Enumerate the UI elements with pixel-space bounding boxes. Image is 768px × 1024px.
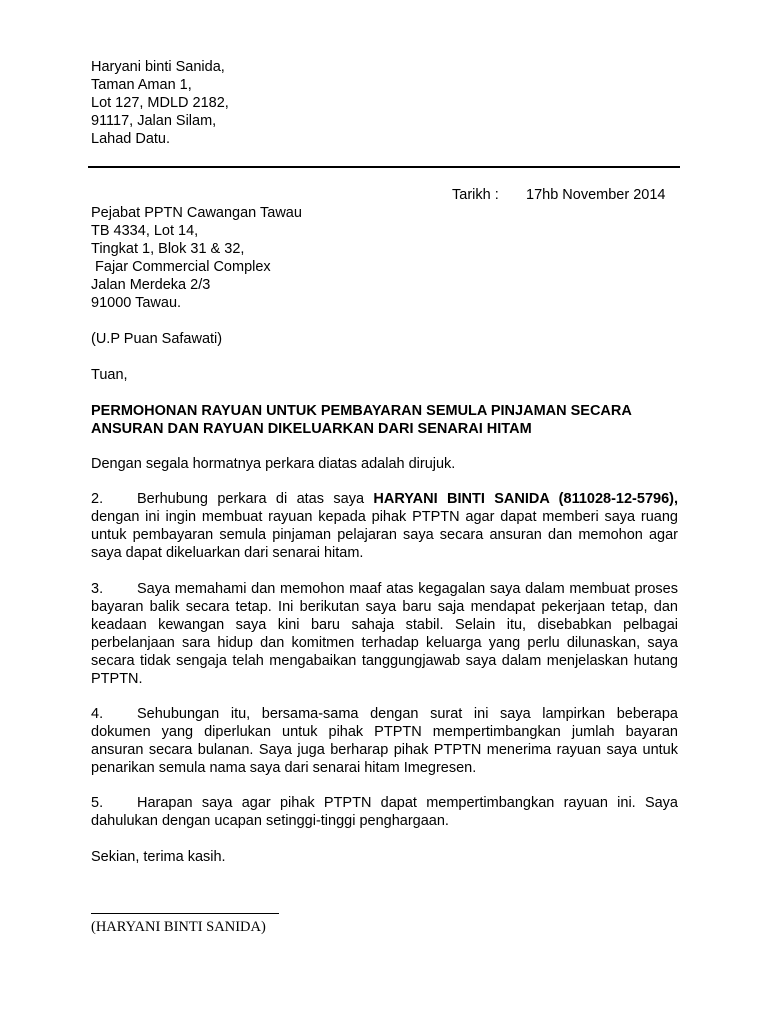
- paragraph-text: Harapan saya agar pihak PTPTN dapat mempertimbangkan rayuan ini. Saya dahulukan dengan ucapan setinggi-tinggi penghargaan.: [91, 795, 678, 829]
- signature-line: [91, 913, 279, 914]
- recipient-address-line: 91000 Tawau.: [91, 295, 182, 311]
- paragraph-5: [91, 794, 678, 830]
- sender-address-line: Lot 127, MDLD 2182,: [91, 95, 229, 111]
- sender-address-line: Haryani binti Sanida,: [91, 59, 225, 75]
- paragraph-number: 2.: [91, 491, 104, 507]
- salutation: [91, 366, 128, 384]
- paragraph-4: [91, 705, 678, 777]
- signature-name: (HARYANI BINTI SANIDA): [91, 919, 266, 935]
- applicant-name-id: HARYANI BINTI SANIDA (811028-12-5796),: [373, 491, 678, 507]
- paragraph-number: 5.: [91, 795, 104, 811]
- recipient-address-line: TB 4334, Lot 14,: [91, 223, 199, 239]
- sender-address-line: Lahad Datu.: [91, 131, 171, 147]
- recipient-address: [91, 204, 302, 312]
- attention-text: (U.P Puan Safawati): [91, 331, 223, 347]
- recipient-address-line: Fajar Commercial Complex: [91, 259, 271, 275]
- date-value: 17hb November 2014: [526, 187, 666, 203]
- sender-address-line: 91117, Jalan Silam,: [91, 113, 217, 129]
- subject-heading: [91, 402, 632, 438]
- subject-line: ANSURAN DAN RAYUAN DIKELUARKAN DARI SENARAI HITAM: [91, 421, 532, 437]
- sender-address: [91, 58, 229, 148]
- paragraph-text: Berhubung perkara di atas saya: [137, 491, 374, 507]
- paragraph-text: Sehubungan itu, bersama-sama dengan surat ini saya lampirkan beberapa dokumen yang diperlukan untuk pihak PTPTN mempertimbangkan jumlah bayaran ansuran secara bulanan. Saya juga berharap pihak PTPTN menerima rayuan saya untuk penarikan semula nama saya dari senarai hitam Imegresen.: [91, 706, 678, 776]
- intro-text: Dengan segala hormatnya perkara diatas adalah dirujuk.: [91, 456, 456, 472]
- date-label: Tarikh :: [452, 187, 499, 203]
- closing: [91, 848, 226, 866]
- intro-paragraph: [91, 455, 455, 473]
- salutation-text: Tuan,: [91, 367, 128, 383]
- paragraph-3: [91, 580, 678, 688]
- sender-address-line: Taman Aman 1,: [91, 77, 192, 93]
- paragraph-text: dengan ini ingin membuat rayuan kepada pihak PTPTN agar dapat memberi saya ruang untuk pembayaran semula pinjaman pelajaran saya secara ansuran dan memohon agar saya dapat dikeluarkan dari senarai hitam.: [91, 509, 678, 561]
- attention-line: [91, 330, 222, 348]
- closing-text: Sekian, terima kasih.: [91, 849, 226, 865]
- paragraph-number: 4.: [91, 706, 104, 722]
- recipient-address-line: Jalan Merdeka 2/3: [91, 277, 211, 293]
- recipient-address-line: Pejabat PPTN Cawangan Tawau: [91, 205, 302, 221]
- subject-line: PERMOHONAN RAYUAN UNTUK PEMBAYARAN SEMULA PINJAMAN SECARA: [91, 403, 632, 419]
- paragraph-2: [91, 490, 678, 562]
- date-row: [452, 186, 665, 204]
- paragraph-number: 3.: [91, 581, 104, 597]
- paragraph-text: Saya memahami dan memohon maaf atas kegagalan saya dalam membuat proses bayaran balik secara tetap. Ini berikutan saya baru saja mendapat pekerjaan tetap, dan keadaan kewangan saya kini baru sahaja stabil. Selain itu, disebabkan pelbagai perbelanjaan sara hidup dan komitmen terhadap keluarga yang perlu dilunaskan, saya secara tidak sengaja telah mengabaikan tanggungjawab saya dalam menjelaskan hutang PTPTN.: [91, 581, 678, 687]
- recipient-address-line: Tingkat 1, Blok 31 & 32,: [91, 241, 245, 257]
- header-divider: [88, 166, 680, 168]
